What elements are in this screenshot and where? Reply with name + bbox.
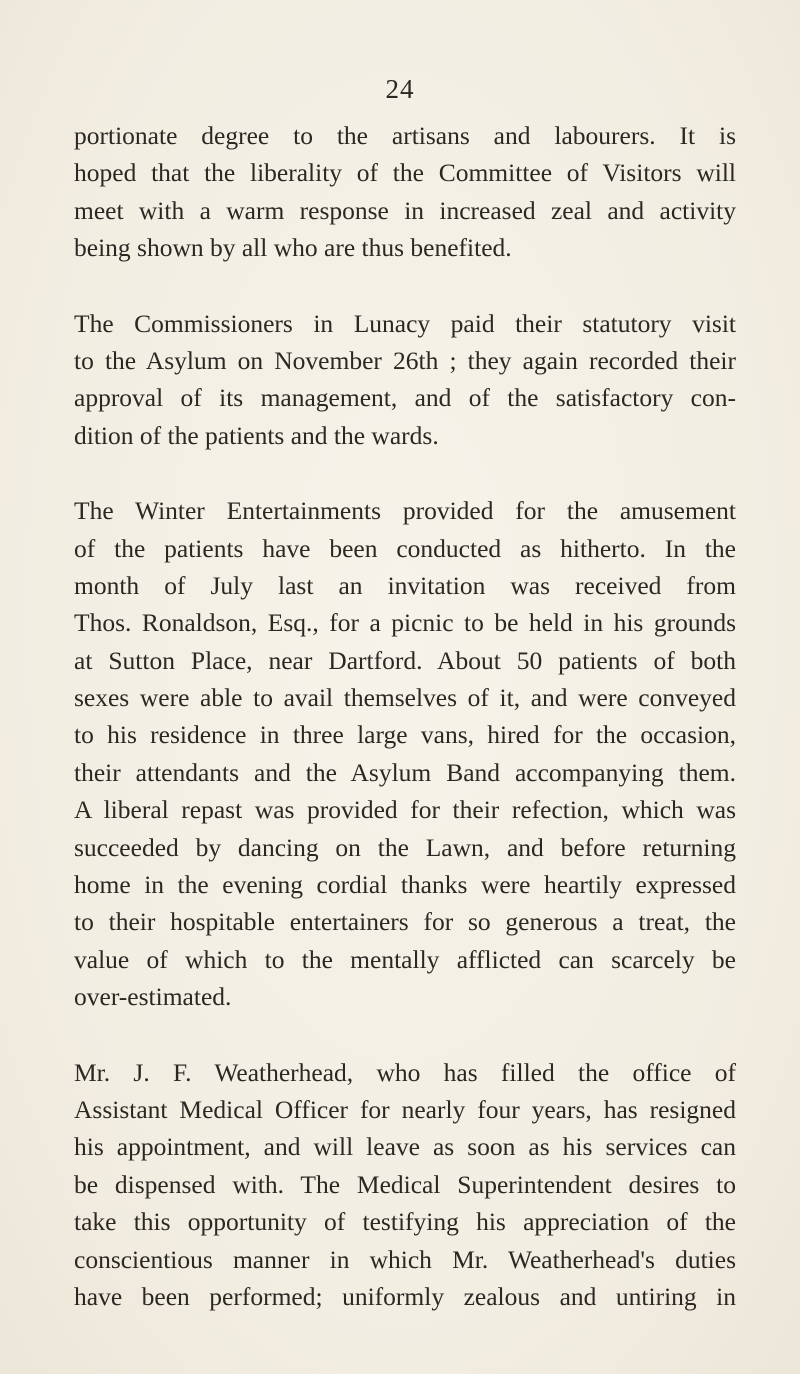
page-number: 24 <box>385 74 415 104</box>
text-line: of the patients have been conducted as hitherto. In the <box>74 533 736 563</box>
body-text <box>74 117 736 1315</box>
text-line: Mr. J. F. Weatherhead, who has filled the office of <box>74 1057 736 1087</box>
text-line: his appointment, and will leave as soon as his services can <box>74 1132 736 1162</box>
text-line: portionate degree to the artisans and labourers. It is <box>74 121 736 150</box>
text-line: their attendants and the Asylum Band accompanying them. <box>74 757 736 787</box>
text-line: over-estimated. <box>74 982 232 1012</box>
text-line: A liberal repast was provided for their refection, which was <box>74 795 736 825</box>
paragraph-visitors-committee <box>74 117 736 267</box>
text-line: Assistant Medical Officer for nearly four years, has resigned <box>74 1094 736 1124</box>
text-line: take this opportunity of testifying his appreciation of the <box>74 1207 736 1237</box>
text-line: have been performed; uniformly zealous and untiring in <box>74 1281 736 1311</box>
text-line: value of which to the mentally afflicted can scarcely be <box>74 944 736 974</box>
text-line: to their hospitable entertainers for so generous a treat, the <box>74 907 736 937</box>
text-line: conscientious manner in which Mr. Weatherhead's duties <box>74 1244 736 1274</box>
text-line: sexes were able to avail themselves of it, and were conveyed <box>74 683 736 713</box>
text-line: at Sutton Place, near Dartford. About 50 patients of both <box>74 645 736 675</box>
text-line: month of July last an invitation was received from <box>74 570 736 600</box>
text-line: The Winter Entertainments provided for the amusement <box>74 496 736 526</box>
text-line: hoped that the liberality of the Committee of Visitors will <box>74 158 736 188</box>
paragraph-commissioners-visit <box>74 305 736 455</box>
text-line: Thos. Ronaldson, Esq., for a picnic to be held in his grounds <box>74 608 736 638</box>
text-line: to his residence in three large vans, hired for the occasion, <box>74 720 736 750</box>
text-line: be dispensed with. The Medical Superintendent desires to <box>74 1169 736 1199</box>
text-line: dition of the patients and the wards. <box>74 420 439 450</box>
paragraph-weatherhead-resignation <box>74 1054 736 1316</box>
text-line: to the Asylum on November 26th ; they again recorded their <box>74 345 736 375</box>
text-line: being shown by all who are thus benefited. <box>74 233 512 263</box>
text-line: meet with a warm response in increased zeal and activity <box>74 195 736 225</box>
text-line: home in the evening cordial thanks were heartily expressed <box>74 870 736 900</box>
text-line: succeeded by dancing on the Lawn, and before returning <box>74 832 736 862</box>
paragraph-winter-entertainments <box>74 492 736 1015</box>
text-line: approval of its management, and of the satisfactory con- <box>74 383 736 413</box>
text-line: The Commissioners in Lunacy paid their statutory visit <box>74 308 736 338</box>
